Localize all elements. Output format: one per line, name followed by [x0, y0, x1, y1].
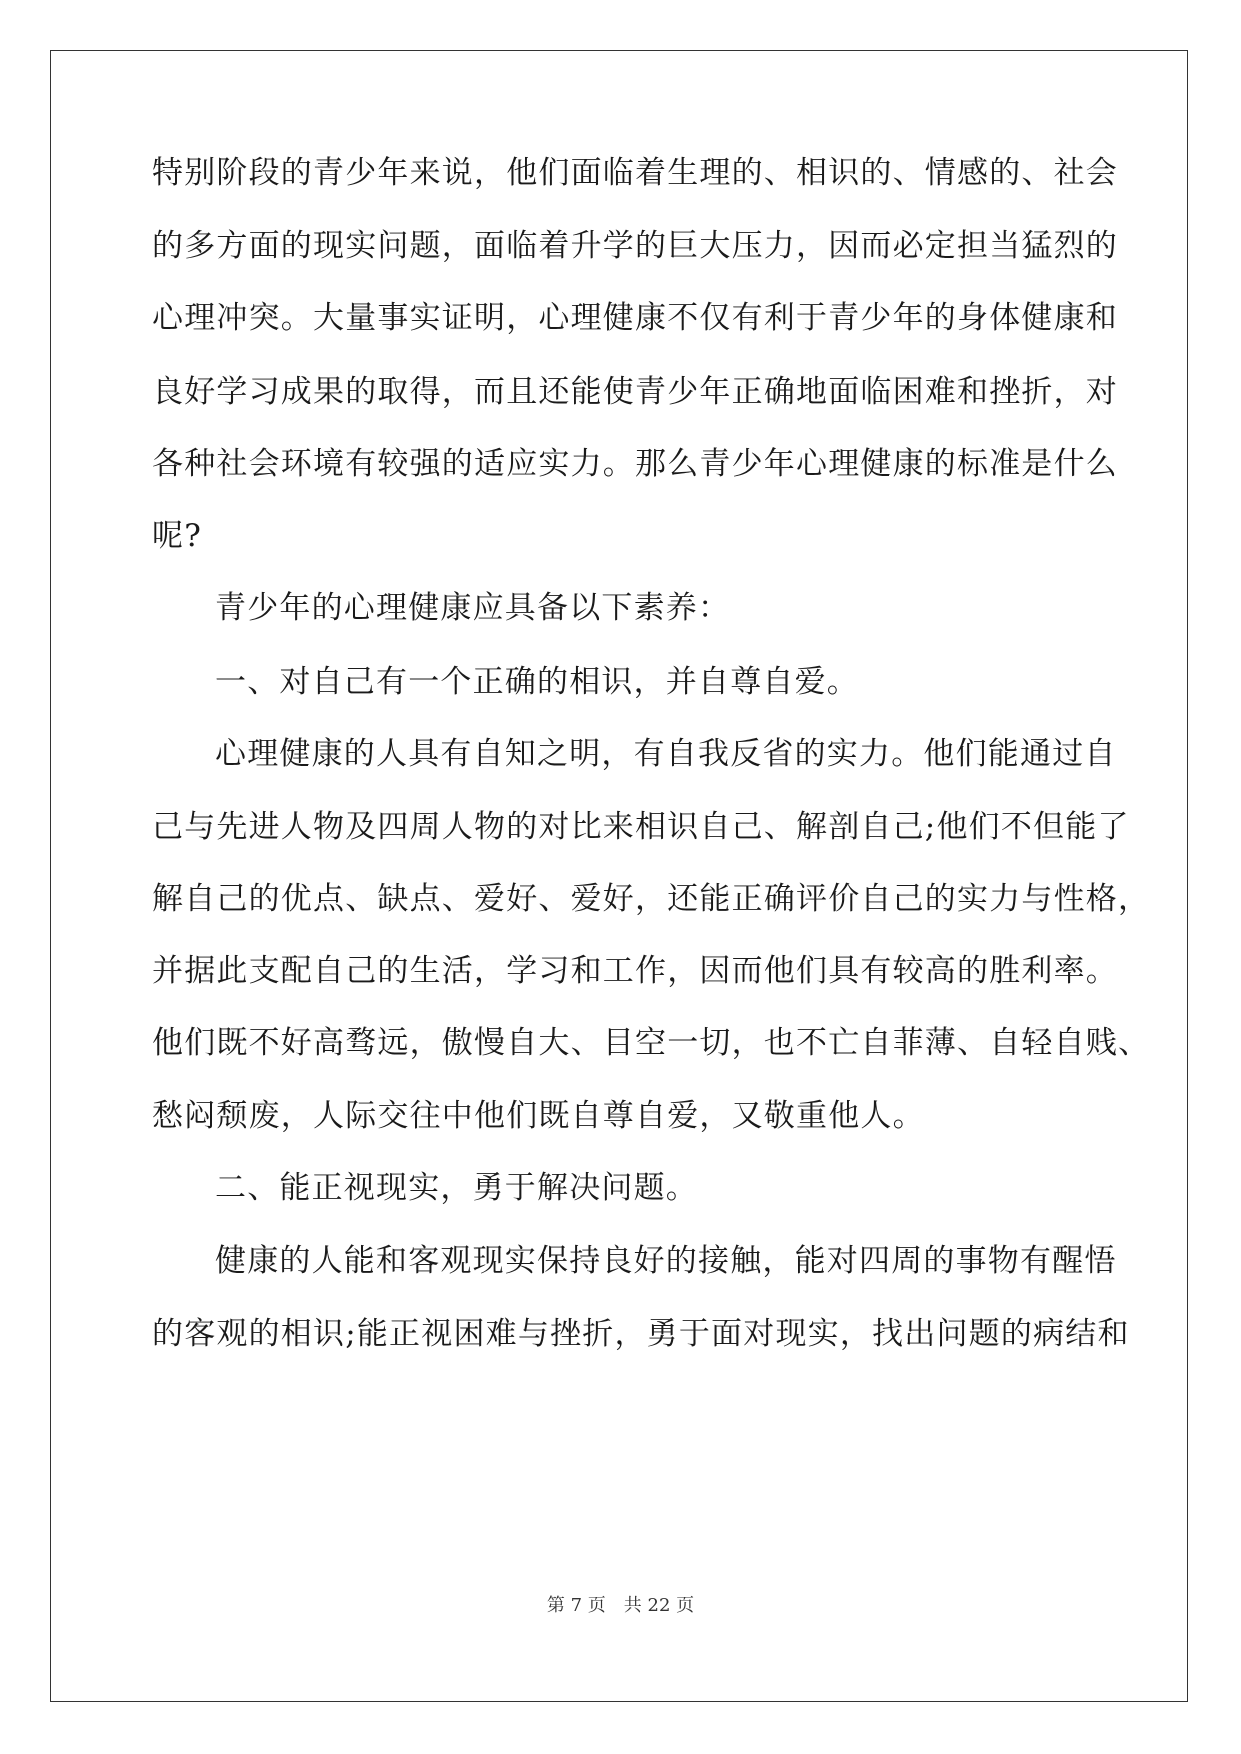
section-heading-1: 一、对自己有一个正确的相识，并自尊自爱。	[215, 664, 859, 700]
section-heading-2: 二、能正视现实，勇于解决问题。	[215, 1170, 698, 1206]
body-text-line: 特别阶段的青少年来说，他们面临着生理的、相识的、情感的、社会	[152, 155, 1118, 191]
body-text-line: 的客观的相识;能正视困难与挫折，勇于面对现实，找出问题的病结和	[152, 1316, 1130, 1352]
body-text-line: 愁闷颓废，人际交往中他们既自尊自爱，又敬重他人。	[152, 1098, 925, 1134]
body-text-line: 的多方面的现实问题，面临着升学的巨大压力，因而必定担当猛烈的	[152, 228, 1118, 264]
body-text-line: 解自己的优点、缺点、爱好、爱好，还能正确评价自己的实力与性格，	[152, 881, 1151, 917]
body-text-line: 己与先进人物及四周人物的对比来相识自己、解剖自己;他们不但能了	[152, 809, 1130, 845]
page-number: 第 7 页 共 22 页	[546, 1595, 695, 1616]
body-text-line: 健康的人能和客观现实保持良好的接触，能对四周的事物有醒悟	[215, 1243, 1117, 1279]
body-text-line: 他们既不好高骛远，傲慢自大、目空一切，也不亡自菲薄、自轻自贱、	[152, 1025, 1151, 1061]
body-text-line: 心理健康的人具有自知之明，有自我反省的实力。他们能通过自	[215, 736, 1117, 772]
body-text-line: 各种社会环境有较强的适应实力。那么青少年心理健康的标准是什么	[152, 446, 1118, 482]
body-text-line: 并据此支配自己的生活，学习和工作，因而他们具有较高的胜利率。	[152, 953, 1118, 989]
body-text-line: 呢?	[152, 518, 203, 554]
paragraph-intro: 青少年的心理健康应具备以下素养：	[215, 590, 731, 626]
body-text-line: 心理冲突。大量事实证明，心理健康不仅有利于青少年的身体健康和	[152, 300, 1118, 336]
body-text-line: 良好学习成果的取得，而且还能使青少年正确地面临困难和挫折，对	[152, 374, 1118, 410]
